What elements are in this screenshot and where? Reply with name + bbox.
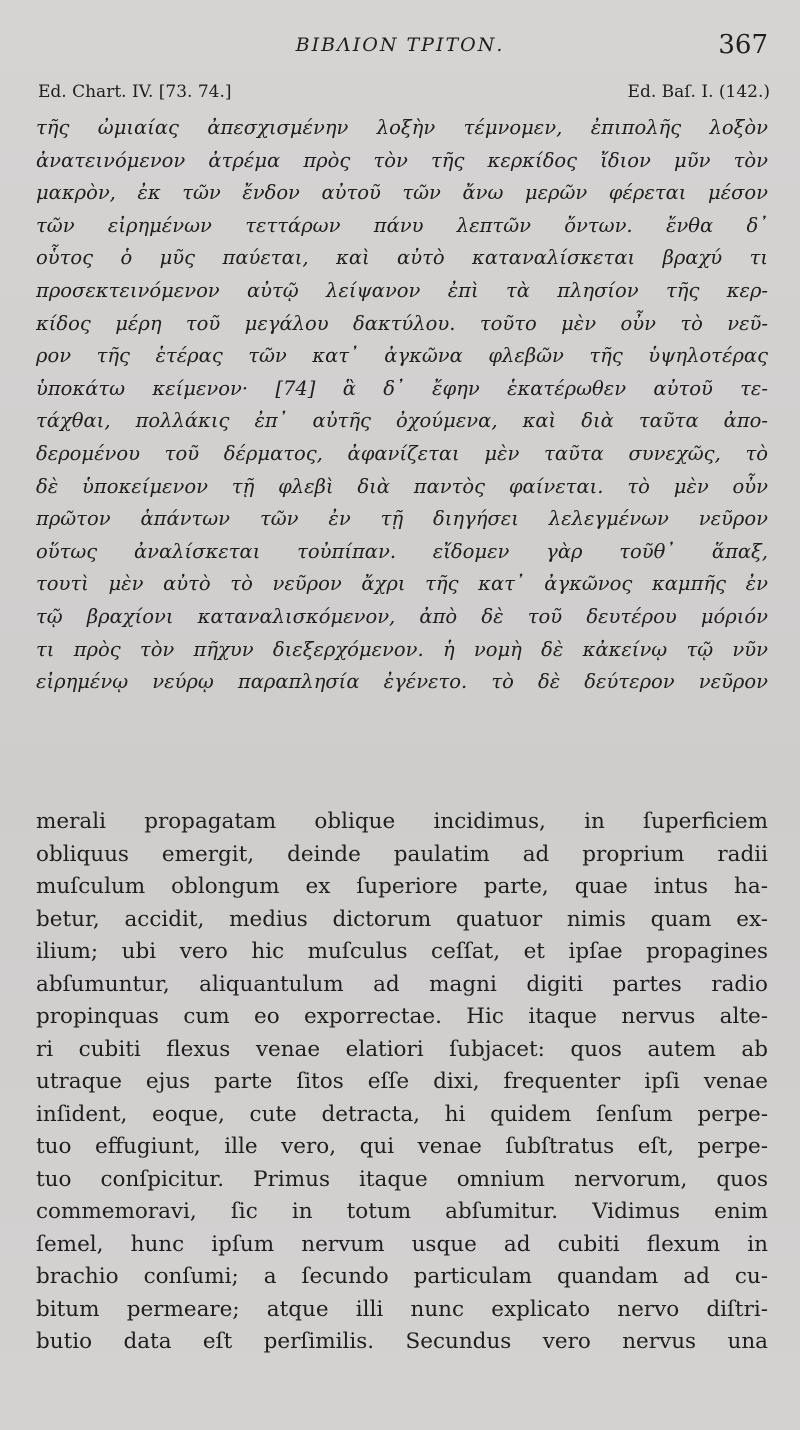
- edition-chartier-reference: Ed. Chart. IV. [73. 74.]: [38, 82, 232, 102]
- edition-reference-line: [38, 82, 770, 110]
- latin-line: brachio conſumi; a ſecundo particulam quandam ad cu-: [36, 1264, 768, 1289]
- latin-line: betur, accidit, medius dictorum quatuor nimis quam ex-: [36, 906, 768, 932]
- latin-line: utraque ejus parte ſitos eſſe dixi, frequenter ipſi venae: [36, 1069, 768, 1094]
- greek-line: ἀνατεινόμενον ἀτρέμα πρὸς τὸν τῆς κερκίδος ἴδιον μῦν τὸν: [36, 148, 768, 172]
- greek-line: τῶν εἰρημένων τεττάρων πάνυ λεπτῶν ὄντων. ἔνθα δ᾽: [36, 213, 768, 237]
- latin-line: propinquas cum eo exporrectae. Hic itaque nervus alte-: [36, 1004, 768, 1029]
- running-head: [0, 30, 800, 64]
- latin-line: commemoravi, ſic in totum abſumitur. Vidimus enim: [36, 1199, 768, 1224]
- greek-line: οὗτος ὁ μῦς παύεται, καὶ αὐτὸ καταναλίσκεται βραχύ τι: [36, 246, 768, 270]
- running-title: ΒΙΒΛΙΟΝ ΤΡΙΤΟΝ.: [295, 34, 505, 56]
- greek-line: δερομένου τοῦ δέρματος, ἀφανίζεται μὲν ταῦτα συνεχῶς, τὸ: [36, 441, 768, 465]
- latin-line: merali propagatam oblique incidimus, in ſuperficiem: [36, 809, 768, 834]
- latin-line: abſumuntur, aliquantulum ad magni digiti partes radio: [36, 971, 768, 997]
- latin-line: tuo conſpicitur. Primus itaque omnium nervorum, quos: [36, 1166, 768, 1192]
- page-number: 367: [718, 30, 768, 60]
- latin-text-block: [36, 806, 768, 1359]
- greek-line: τῷ βραχίονι καταναλισκόμενον, ἀπὸ δὲ τοῦ δευτέρου μόριόν: [36, 604, 768, 628]
- latin-line: inſident, eoque, cute detracta, hi quidem ſenſum perpe-: [36, 1101, 768, 1127]
- latin-line: bitum permeare; atque illi nunc explicato nervo diſtri-: [36, 1296, 768, 1322]
- latin-line: obliquus emergit, deinde paulatim ad proprium radii: [36, 841, 768, 867]
- greek-text-block: [36, 112, 768, 699]
- greek-line: τι πρὸς τὸν πῆχυν διεξερχόμενον. ἡ νομὴ δὲ κἀκείνῳ τῷ νῦν: [36, 637, 768, 661]
- greek-line: τάχθαι, πολλάκις ἐπ᾽ αὐτῆς ὀχούμενα, καὶ διὰ ταῦτα ἀπο-: [36, 409, 768, 433]
- greek-line: πρῶτον ἁπάντων τῶν ἐν τῇ διηγήσει λελεγμένων νεῦρον: [36, 507, 768, 531]
- greek-line: προσεκτεινόμενον αὐτῷ λείψανον ἐπὶ τὰ πλησίον τῆς κερ-: [36, 278, 768, 302]
- latin-line: tuo effugiunt, ille vero, qui venae ſubſtratus eſt, perpe-: [36, 1134, 768, 1159]
- greek-line: ὑποκάτω κείμενον· [74] ἃ δ᾽ ἔφην ἑκατέρωθεν αὐτοῦ τε-: [36, 376, 768, 400]
- greek-line: τῆς ὠμιαίας ἀπεσχισμένην λοξὴν τέμνομεν, ἐπιπολῆς λοξὸν: [36, 116, 768, 139]
- latin-line: ſemel, hunc ipſum nervum usque ad cubiti flexum in: [36, 1231, 768, 1257]
- greek-line: οὕτως ἀναλίσκεται τοὐπίπαν. εἴδομεν γὰρ τοῦθ᾽ ἅπαξ,: [36, 539, 768, 563]
- edition-basel-reference: Ed. Baſ. I. (142.): [627, 82, 770, 102]
- latin-line: ilium; ubi vero hic muſculus ceſſat, et ipſae propagines: [36, 939, 768, 964]
- latin-line: muſculum oblongum ex ſuperiore parte, quae intus ha-: [36, 874, 768, 899]
- greek-line: ρον τῆς ἑτέρας τῶν κατ᾽ ἀγκῶνα φλεβῶν τῆς ὑψηλοτέρας: [36, 344, 768, 368]
- latin-line: butio data eſt perſimilis. Secundus vero nervus una: [36, 1329, 768, 1354]
- greek-line: εἰρημένῳ νεύρῳ παραπλησία ἐγένετο. τὸ δὲ δεύτερον νεῦρον: [36, 670, 768, 694]
- greek-line: τουτὶ μὲν αὐτὸ τὸ νεῦρον ἄχρι τῆς κατ᾽ ἀγκῶνος καμπῆς ἐν: [36, 572, 768, 596]
- greek-line: μακρὸν, ἐκ τῶν ἔνδον αὐτοῦ τῶν ἄνω μερῶν φέρεται μέσον: [36, 181, 768, 205]
- latin-line: ri cubiti flexus venae elatiori ſubjacet: quos autem ab: [36, 1036, 768, 1062]
- greek-line: κίδος μέρη τοῦ μεγάλου δακτύλου. τοῦτο μὲν οὖν τὸ νεῦ-: [36, 311, 768, 335]
- greek-line: δὲ ὑποκείμενον τῇ φλεβὶ διὰ παντὸς φαίνεται. τὸ μὲν οὖν: [36, 474, 768, 498]
